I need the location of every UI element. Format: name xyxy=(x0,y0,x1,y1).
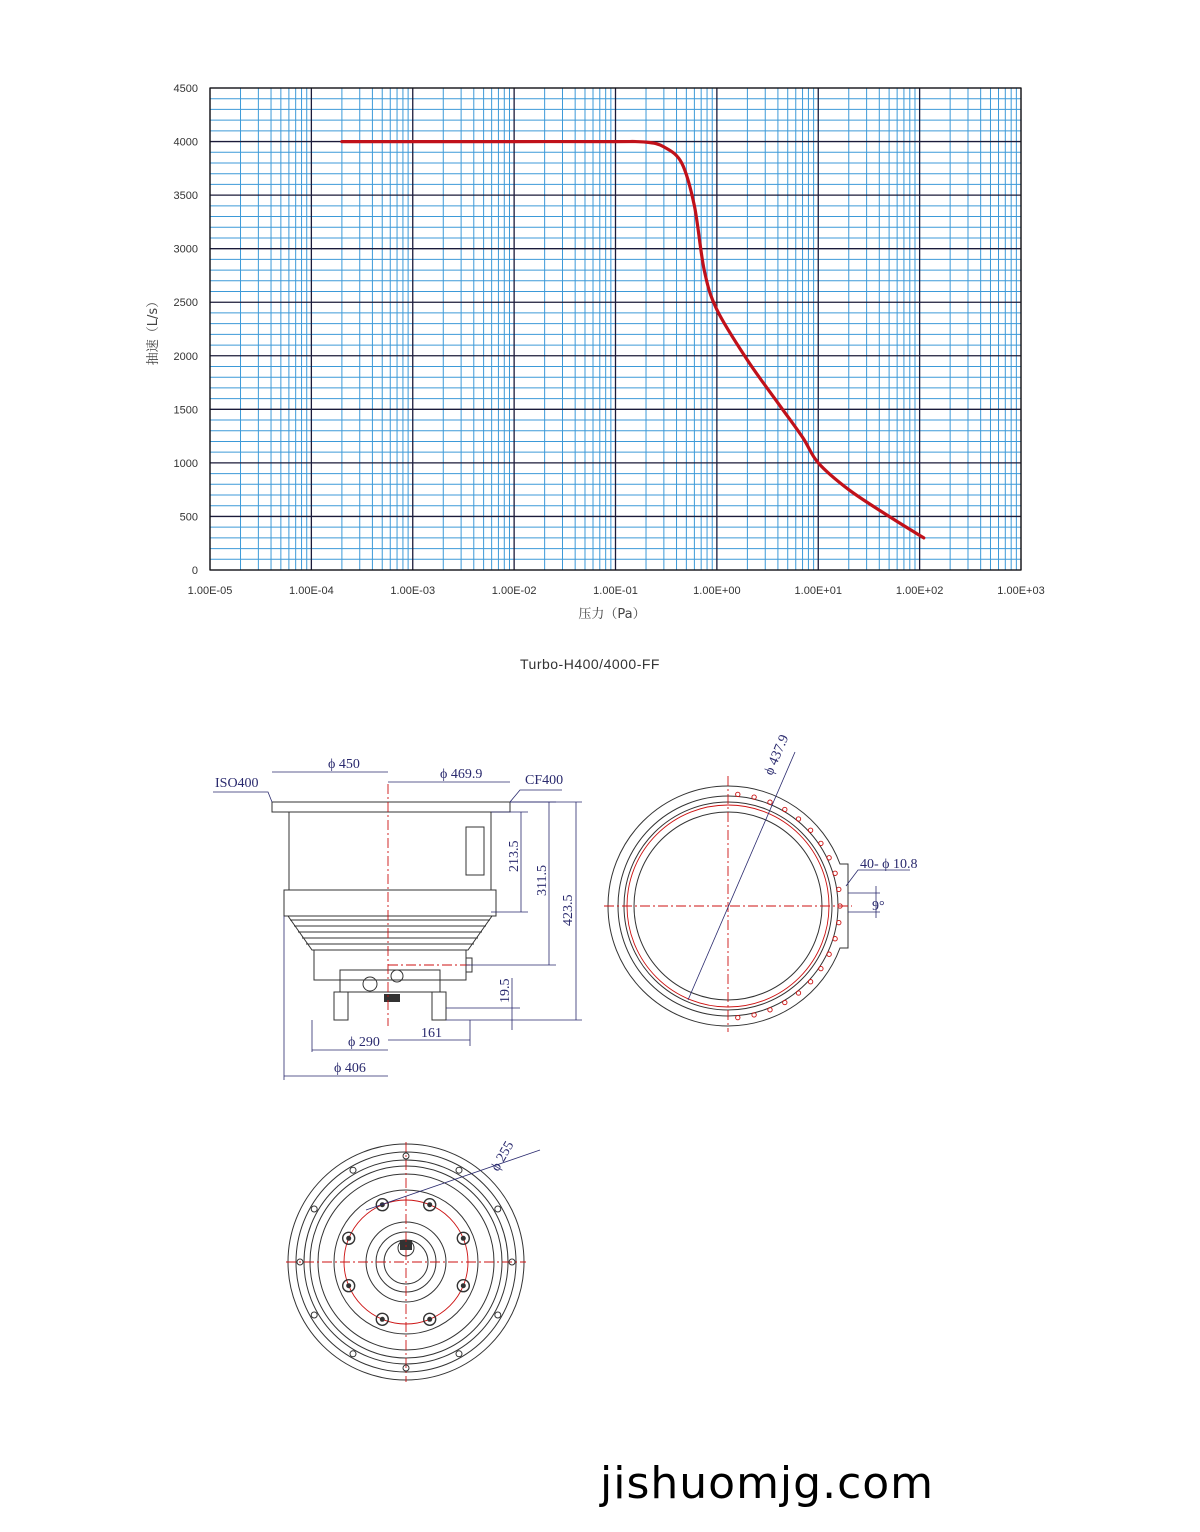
bolt-hole xyxy=(768,800,772,804)
chart-x-ticks xyxy=(188,585,1045,597)
outer-bolt xyxy=(495,1312,501,1318)
bolt-hole xyxy=(783,1000,787,1004)
y-tick-label: 3500 xyxy=(173,190,198,203)
inner-bolt-core xyxy=(346,1236,351,1241)
x-tick-label: 1.00E-01 xyxy=(593,585,638,597)
chart xyxy=(145,83,1045,672)
bolt-hole xyxy=(783,807,787,811)
label-h3115: 311.5 xyxy=(535,865,550,896)
chart-x-axis-label: 压力（Pa） xyxy=(578,607,646,622)
bolt-hole xyxy=(808,980,812,984)
bolt-hole xyxy=(819,841,823,845)
x-tick-label: 1.00E-03 xyxy=(390,585,436,597)
label-d4699: ϕ 469.9 xyxy=(440,767,483,782)
y-tick-label: 4500 xyxy=(173,83,198,95)
label-d406: ϕ 406 xyxy=(334,1061,366,1076)
y-tick-label: 2500 xyxy=(173,297,198,310)
label-w161: 161 xyxy=(421,1026,442,1041)
x-tick-label: 1.00E+02 xyxy=(895,585,944,597)
y-tick-label: 500 xyxy=(179,511,198,524)
label-h4235: 423.5 xyxy=(561,894,576,926)
bolt-hole xyxy=(768,1008,772,1012)
bolt-hole xyxy=(833,871,837,875)
y-tick-label: 2000 xyxy=(173,350,198,363)
inner-bolt-core xyxy=(346,1283,351,1288)
label-h195: 19.5 xyxy=(498,978,513,1003)
outer-bolt xyxy=(456,1167,462,1173)
inner-bolt-core xyxy=(461,1236,466,1241)
chart-title: Turbo-H400/4000-FF xyxy=(520,656,660,672)
y-tick-label: 1500 xyxy=(173,404,198,417)
x-tick-label: 1.00E-02 xyxy=(491,585,537,597)
chart-major-grid xyxy=(210,88,1021,570)
label-h2135: 213.5 xyxy=(507,840,522,872)
y-tick-label: 4000 xyxy=(173,136,198,149)
y-tick-label: 1000 xyxy=(173,457,198,470)
label-cf400: CF400 xyxy=(525,773,564,788)
inner-bolt-core xyxy=(427,1317,432,1322)
bolt-hole xyxy=(837,920,841,924)
label-d4379: ϕ 437.9 xyxy=(761,732,793,778)
bolt-hole xyxy=(819,966,823,970)
label-d290: ϕ 290 xyxy=(348,1035,380,1050)
bolt-hole xyxy=(796,991,800,995)
bolt-hole xyxy=(827,952,831,956)
series-line-pumping-speed xyxy=(342,142,924,538)
bottom-view xyxy=(286,1139,540,1382)
inner-bolt-core xyxy=(427,1202,432,1207)
label-d255: ϕ 255 xyxy=(488,1138,518,1174)
bolt-hole xyxy=(796,817,800,821)
watermark-text: jishuomjg.com xyxy=(600,1458,935,1509)
y-tick-label: 3000 xyxy=(173,243,198,256)
outer-bolt xyxy=(495,1206,501,1212)
bolt-hole xyxy=(808,828,812,832)
y-tick-label: 0 xyxy=(191,565,198,577)
bolt-hole xyxy=(827,856,831,860)
flange-top-view xyxy=(604,733,918,1032)
label-angle: 9° xyxy=(872,899,885,914)
chart-y-ticks xyxy=(174,83,198,577)
x-tick-label: 1.00E-05 xyxy=(187,585,233,597)
outer-bolt xyxy=(311,1312,317,1318)
outer-bolt xyxy=(311,1206,317,1212)
inner-bolt-core xyxy=(380,1317,385,1322)
label-holes: 40- ϕ 10.8 xyxy=(860,857,918,872)
bolt-hole xyxy=(833,937,837,941)
side-view-drawing xyxy=(213,757,582,1080)
inner-bolt-core xyxy=(461,1283,466,1288)
outer-bolt xyxy=(350,1351,356,1357)
chart-y-axis-label: 抽速（L/s） xyxy=(146,294,161,366)
bolt-hole xyxy=(837,887,841,891)
label-iso400: ISO400 xyxy=(215,776,259,791)
x-tick-label: 1.00E+00 xyxy=(693,585,741,597)
x-tick-label: 1.00E+01 xyxy=(794,585,842,597)
outer-bolt xyxy=(456,1351,462,1357)
x-tick-label: 1.00E+03 xyxy=(997,585,1045,597)
outer-bolt xyxy=(350,1167,356,1173)
label-d450: ϕ 450 xyxy=(328,757,360,772)
x-tick-label: 1.00E-04 xyxy=(289,585,334,597)
